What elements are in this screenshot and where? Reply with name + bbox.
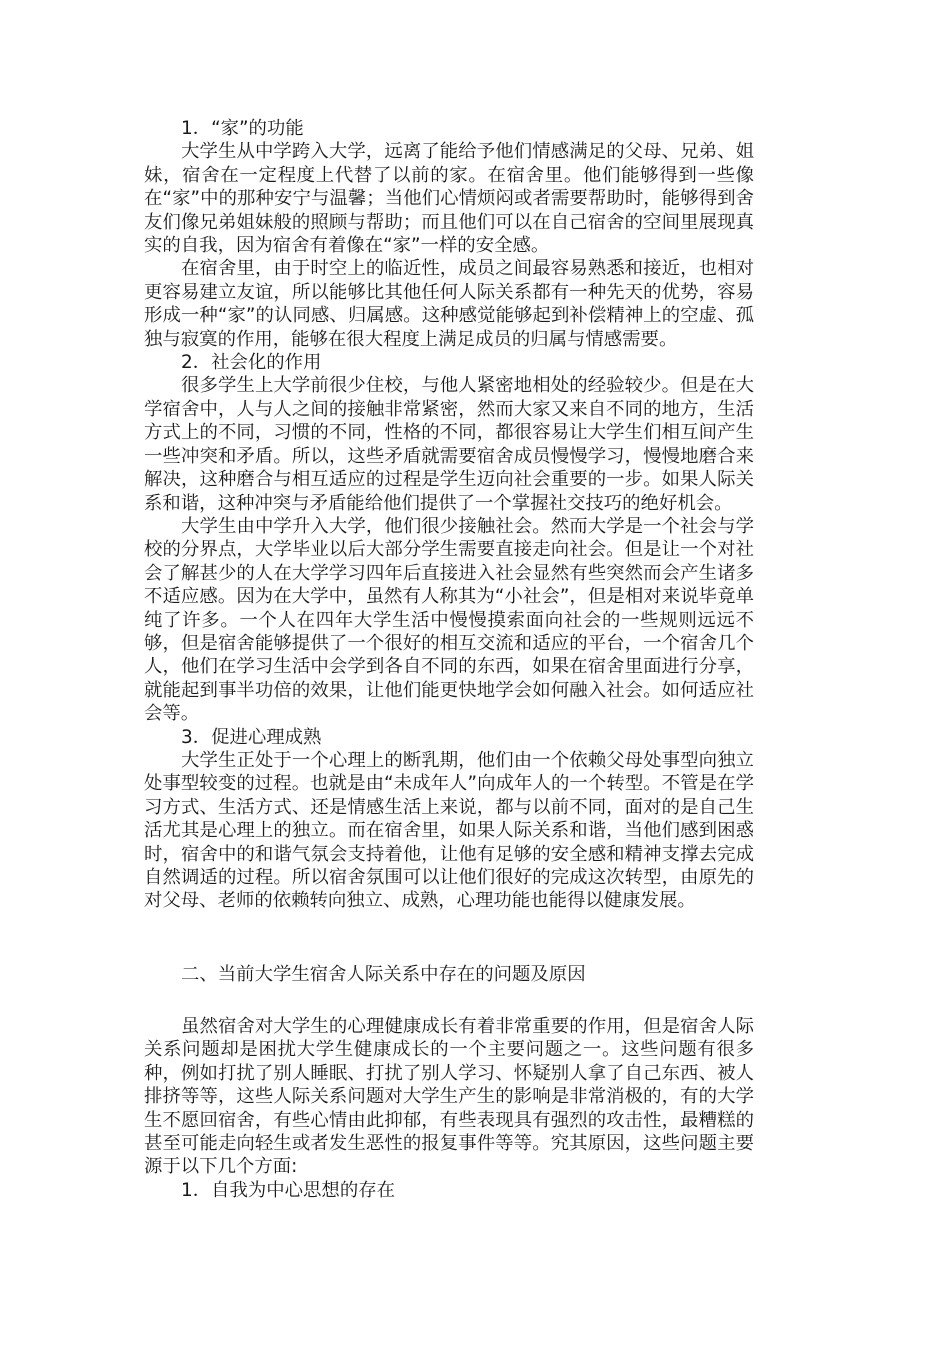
paragraph-socialization-2: 大学生由中学升入大学，他们很少接触社会。然而大学是一个社会与学校的分界点，大学毕业以后大部分学生需要直接走向社会。但是让一个对社会了解甚少的人在大学学习四年后直接进入社会显然有些突然而会产生诸多不适应感。因为在大学中，虽然有人称其为“小社会”，但是相对来说毕竟单纯了许多。一个人在四年大学生活中慢慢摸索面向社会的一些规则远远不够，但是宿舍能够提供了一个很好的相互交流和适应的平台，一个宿舍几个人，他们在学习生活中会学到各自不同的东西，如果在宿舍里面进行分享，就能起到事半功倍的效果，让他们能更快地学会如何融入社会。如何适应社会等。: [144, 515, 754, 725]
section-two-title: 二、当前大学生宿舍人际关系中存在的问题及原因: [181, 964, 586, 985]
section-functions: [144, 117, 754, 913]
paragraph-home-2: 在宿舍里，由于时空上的临近性，成员之间最容易熟悉和接近，也相对更容易建立友谊，所以能够比其他任何人际关系都有一种先天的优势，容易形成一种“家”的认同感、归属感。这种感觉能够起到补偿精神上的空虚、孤独与寂寞的作用，能够在很大程度上满足成员的归属与情感需要。: [144, 258, 754, 350]
heading-psychological-maturity: 3．促进心理成熟: [181, 726, 322, 748]
paragraph-home-1: 大学生从中学跨入大学，远离了能给予他们情感满足的父母、兄弟、姐妹，宿舍在一定程度上代替了以前的家。在宿舍里。他们能够得到一些像在“家”中的那种安宁与温馨；当他们心情烦闷或者需要帮助时，能够得到舍友们像兄弟姐妹般的照顾与帮助；而且他们可以在自己宿舍的空间里展现真实的自我，因为宿舍有着像在“家”一样的安全感。: [144, 141, 754, 257]
section-problems-title-block: [144, 963, 754, 986]
heading-socialization: 2．社会化的作用: [181, 352, 322, 374]
paragraph-psychological-maturity: 大学生正处于一个心理上的断乳期，他们由一个依赖父母处事型向独立处事型较变的过程。也就是由“未成年人”向成年人的一个转型。不管是在学习方式、生活方式、还是情感生活上来说，都与以前不同，面对的是自己生活尤其是心理上的独立。而在宿舍里，如果人际关系和谐，当他们感到困惑时，宿舍中的和谐气氛会支持着他，让他有足够的安全感和精神支撑去完成自然调适的过程。所以宿舍氛围可以让他们很好的完成这次转型，由原先的对父母、老师的依赖转向独立、成熟，心理功能也能得以健康发展。: [144, 749, 754, 912]
section-problems: [144, 1015, 754, 1202]
heading-self-centered: 1．自我为中心思想的存在: [181, 1179, 395, 1201]
paragraph-socialization-1: 很多学生上大学前很少住校，与他人紧密地相处的经验较少。但是在大学宿舍中，人与人之间的接触非常紧密，然而大家又来自不同的地方，生活方式上的不同，习惯的不同，性格的不同，都很容易让大学生们相互间产生一些冲突和矛盾。所以，这些矛盾就需要宿舍成员慢慢学习，慢慢地磨合来解决，这种磨合与相互适应的过程是学生迈向社会重要的一步。如果人际关系和谐，这种冲突与矛盾能给他们提供了一个掌握社交技巧的绝好机会。: [144, 375, 754, 514]
heading-home-function: 1．“家”的功能: [181, 118, 304, 139]
paragraph-problems-intro: 虽然宿舍对大学生的心理健康成长有着非常重要的作用，但是宿舍人际关系问题却是困扰大学生健康成长的一个主要问题之一。这些问题有很多种，例如打扰了别人睡眠、打扰了别人学习、怀疑别人拿了自己东西、被人排挤等等，这些人际关系问题对大学生产生的影响是非常消极的，有的大学生不愿回宿舍，有些心情由此抑郁，有些表现具有强烈的攻击性，最糟糕的甚至可能走向轻生或者发生恶性的报复事件等等。究其原因，这些问题主要源于以下几个方面:: [144, 1016, 754, 1178]
